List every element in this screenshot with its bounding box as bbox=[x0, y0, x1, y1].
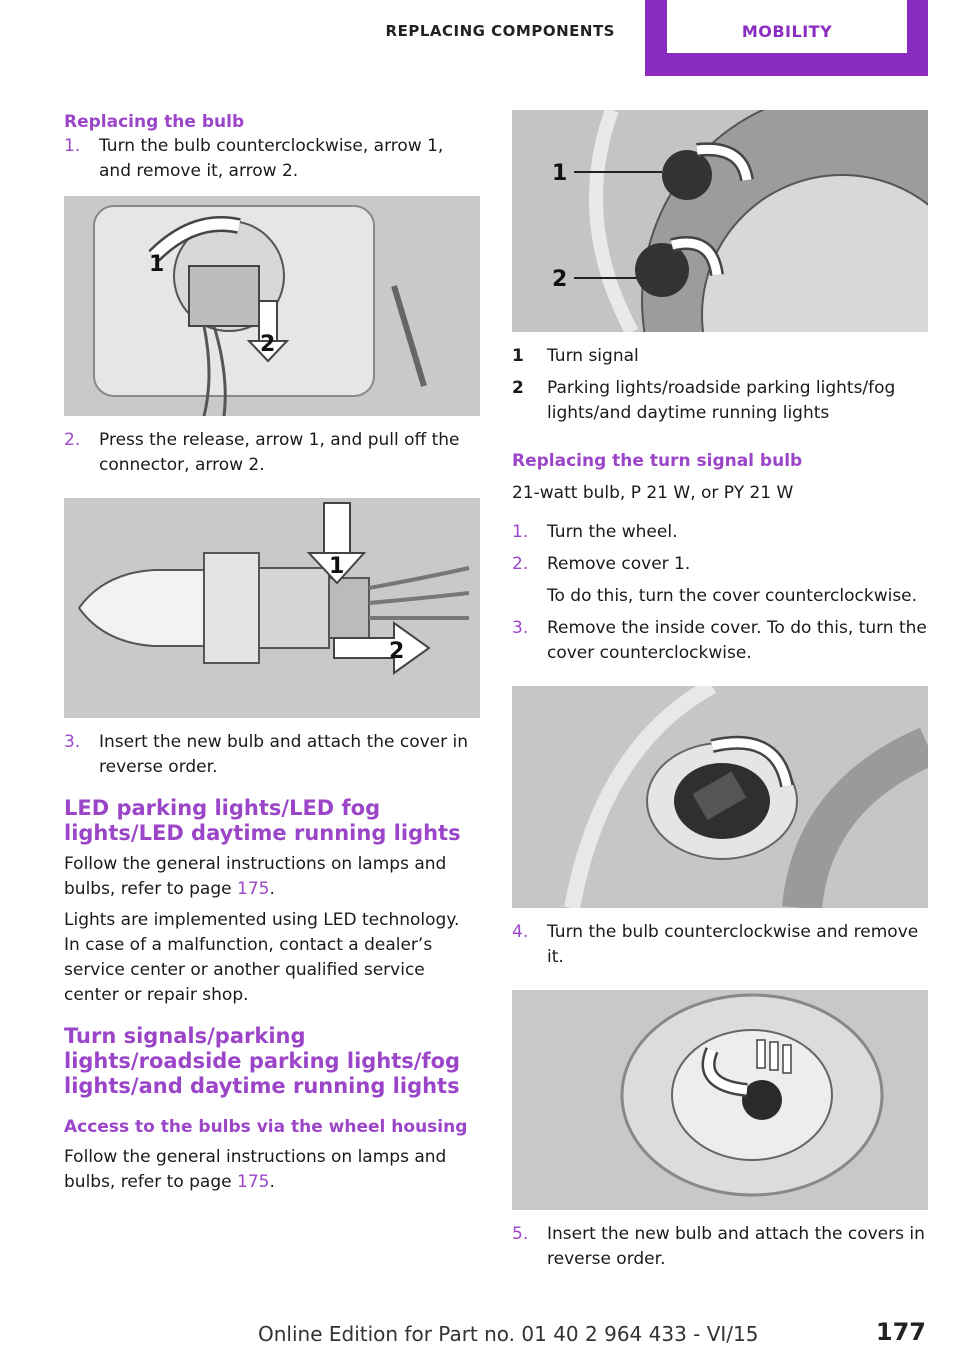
figure-inside-cover bbox=[512, 686, 928, 908]
page-number: 177 bbox=[875, 1318, 926, 1346]
paragraph-access: Follow the general instructions on lamps and bulbs, refer to page 175. bbox=[64, 1147, 447, 1192]
rstep-2-sub: To do this, turn the cover counterclockwise. bbox=[547, 586, 918, 606]
fig3-label-1: 1 bbox=[552, 161, 568, 186]
fig1-label-1: 1 bbox=[149, 252, 165, 277]
step-2: 2. Press the release, arrow 1, and pull off the connector, arrow 2. bbox=[64, 430, 460, 475]
left-column bbox=[64, 110, 480, 1195]
heading-replacing-bulb: Replacing the bulb bbox=[64, 112, 245, 132]
fig2-label-2: 2 bbox=[389, 639, 405, 664]
fig2-label-1: 1 bbox=[329, 554, 345, 579]
paragraph-led-technology: Lights are implemented using LED technology. In case of a malfunction, contact a dealer’s service center or another qualified service center or repair shop. bbox=[64, 910, 460, 1005]
heading-turn-signal-bulb: Replacing the turn signal bulb bbox=[512, 451, 803, 471]
chapter-tab-label: MOBILITY bbox=[741, 22, 833, 41]
paragraph-led-general: Follow the general instructions on lamps and bulbs, refer to page 175. bbox=[64, 854, 447, 899]
right-column bbox=[512, 110, 928, 1272]
rstep-4: 4. Turn the bulb counterclockwise and remove it. bbox=[512, 922, 919, 967]
rstep-3: 3. Remove the inside cover. To do this, turn the cover counterclockwise. bbox=[512, 618, 927, 663]
edition-note: Online Edition for Part no. 01 40 2 964 433 - VI/15 bbox=[258, 1322, 759, 1346]
rstep-2: 2. Remove cover 1. bbox=[512, 554, 691, 574]
heading-led-lights: LED parking lights/LED fog lights/LED daytime running lights bbox=[64, 796, 461, 845]
legend-item-2: 2 Parking lights/roadside parking lights/fog lights/and daytime running lights bbox=[512, 378, 896, 423]
rstep-1: 1. Turn the wheel. bbox=[512, 522, 678, 542]
bulb-spec: 21-watt bulb, P 21 W, or PY 21 W bbox=[512, 483, 794, 503]
figure-turn-bulb bbox=[512, 990, 928, 1210]
legend-item-1: 1 Turn signal bbox=[512, 346, 639, 366]
page-link-175[interactable]: 175 bbox=[237, 879, 270, 899]
rstep-5: 5. Insert the new bulb and attach the covers in reverse order. bbox=[512, 1224, 925, 1269]
step-1: 1. Turn the bulb counterclockwise, arrow 1, and remove it, arrow 2. bbox=[64, 136, 444, 181]
step-3: 3. Insert the new bulb and attach the cover in reverse order. bbox=[64, 732, 469, 777]
chapter-tab[interactable] bbox=[645, 0, 928, 76]
heading-turn-signals: Turn signals/parking lights/roadside parking lights/fog lights/and daytime running lights bbox=[64, 1024, 461, 1098]
figure-connector bbox=[64, 498, 480, 718]
fig1-label-2: 2 bbox=[260, 332, 276, 357]
section-title: REPLACING COMPONENTS bbox=[385, 22, 615, 40]
page-link-175[interactable]: 175 bbox=[237, 1172, 270, 1192]
fig3-label-2: 2 bbox=[552, 267, 568, 292]
figure-bulb-removal bbox=[64, 196, 480, 416]
figure-wheel-housing bbox=[512, 110, 928, 332]
heading-access-bulbs: Access to the bulbs via the wheel housing bbox=[64, 1117, 468, 1137]
